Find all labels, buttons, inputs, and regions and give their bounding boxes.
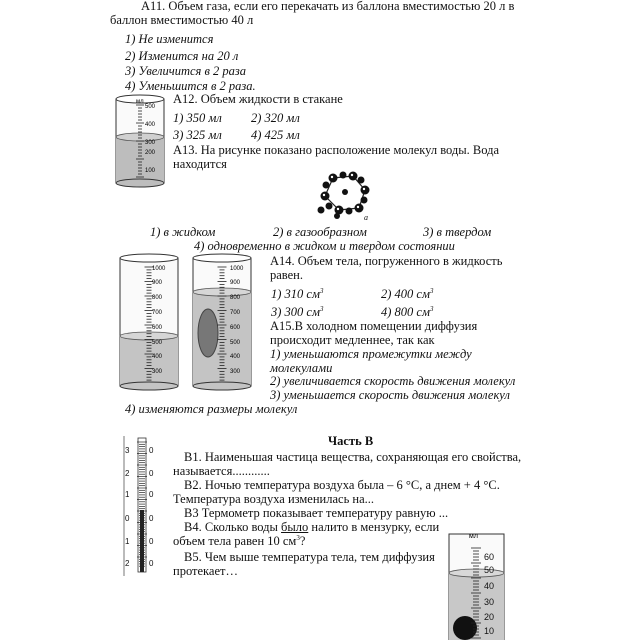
a11-question-line2: баллон вместимостью 40 л	[110, 13, 254, 27]
menzurka-body	[453, 616, 477, 640]
a13-option-2: 2) в газообразном	[273, 225, 367, 239]
a12-tick-label: 100	[145, 168, 156, 174]
a13-question-line2: находится	[173, 157, 227, 171]
b1-line1: В1. Наименьшая частица вещества, сохраняющая его свойства,	[184, 450, 522, 464]
a12-option-1: 1) 350 мл	[173, 111, 222, 125]
menzurka-tick-label: 30	[484, 597, 495, 607]
a14-left-tick-label: 900	[152, 280, 163, 286]
a13-question-line1: А13. На рисунке показано расположение молекул воды. Вода	[173, 143, 500, 157]
a14-right-tick-label: 700	[230, 310, 241, 316]
a15-option-1b: молекулами	[270, 361, 333, 375]
a12-option-3: 3) 325 мл	[173, 128, 222, 142]
thermo-right-label: 0	[149, 559, 154, 568]
menzurka-tick-label: 40	[484, 581, 495, 591]
a12-tick-label: 400	[145, 122, 156, 128]
a14-left-tick-label: 400	[152, 354, 163, 360]
menzurka-tick-label: 50	[484, 565, 495, 575]
thermo-right-label: 0	[149, 537, 154, 546]
menzurka-unit: мл	[469, 533, 478, 540]
thermo-left-label: 1	[125, 537, 130, 546]
a15-option-2: 2) увеличивается скорость движения молекул	[270, 374, 516, 388]
thermo-right-label: 0	[149, 446, 154, 455]
a14-right-tick-label: 800	[230, 295, 241, 301]
thermo-left-label: 2	[125, 469, 130, 478]
a15-option-4: 4) изменяются размеры молекул	[125, 402, 298, 416]
a15-question-line2: происходит медленнее, так как	[270, 333, 435, 347]
thermo-left-label: 1	[125, 490, 130, 499]
a14-left-tick-label: 600	[152, 325, 163, 331]
a13-option-1: 1) в жидком	[150, 225, 216, 239]
a14-right-tick-label: 300	[230, 369, 241, 375]
a14-cylinders-figure	[115, 253, 270, 393]
a12-beaker-unit: мл	[136, 99, 144, 105]
b3-line: В3 Термометр показывает температуру равную ...	[184, 506, 449, 520]
a14-right-tick-label: 500	[230, 340, 241, 346]
a14-right-tick-label: 400	[230, 354, 241, 360]
a14-left-tick-label: 1000	[152, 266, 166, 272]
thermo-left-label: 2	[125, 559, 130, 568]
b5-line2: протекает…	[173, 564, 238, 578]
a14-left-tick-label: 700	[152, 310, 163, 316]
b1-line2: называется............	[173, 464, 270, 478]
thermo-left-label: 0	[125, 514, 130, 523]
a14-question-line1: А14. Объем тела, погруженного в жидкость	[270, 254, 503, 268]
a13-option-3: 3) в твердом	[423, 225, 492, 239]
thermo-right-label: 0	[149, 514, 154, 523]
a11-option-1: 1) Не изменится	[125, 32, 214, 46]
a12-option-4: 4) 425 мл	[251, 128, 300, 142]
a14-right-tick-label: 900	[230, 280, 241, 286]
b5-line1: В5. Чем выше температура тела, тем диффузия	[184, 550, 435, 564]
a12-tick-label: 200	[145, 150, 156, 156]
b2-line1: В2. Ночью температура воздуха была – 6 °С, а днем + 4 °С.	[184, 478, 500, 492]
a14-question-line2: равен.	[270, 268, 303, 282]
a11-option-4: 4) Уменьшится в 2 раза.	[125, 79, 256, 93]
a12-tick-label: 300	[145, 140, 156, 146]
menzurka-tick-label: 10	[484, 626, 495, 636]
a11-option-3: 3) Увеличится в 2 раза	[125, 64, 247, 78]
a14-right-tick-label: 600	[230, 325, 241, 331]
a12-beaker-figure	[110, 95, 170, 191]
a14-left-tick-label: 800	[152, 295, 163, 301]
menzurka-figure	[447, 526, 507, 640]
a14-option-1: 1) 310 $см^3$	[271, 287, 324, 301]
a14-left-tick-label: 500	[152, 340, 163, 346]
a13-figure-letter: a	[364, 213, 368, 222]
a14-right-tick-label: 1000	[230, 266, 244, 272]
a13-option-4: 4) одновременно в жидком и твердом состоянии	[194, 239, 455, 253]
menzurka-tick-label: 60	[484, 552, 495, 562]
a14-immersed-body	[198, 309, 218, 357]
thermo-right-label: 0	[149, 469, 154, 478]
a12-question: А12. Объем жидкости в стакане	[173, 92, 343, 106]
a14-option-2: 2) 400 $см^3$	[381, 287, 434, 301]
thermo-right-label: 0	[149, 490, 154, 499]
part-b-title: Часть В	[328, 434, 374, 448]
a11-question-line1: А11. Объем газа, если его перекачать из баллона вместимостью 20 л в	[141, 0, 515, 13]
b4-line2: объем тела равен 10 $см^3$?	[173, 534, 306, 548]
b4-line1: В4. Сколько воды было налито в мензурку, если	[184, 520, 440, 534]
a15-question-line1: А15.В холодном помещении диффузия	[270, 319, 478, 333]
a15-option-3: 3) уменьшается скорость движения молекул	[270, 388, 510, 402]
a14-option-3: 3) 300 $см^3$	[271, 305, 324, 319]
a11-option-2: 2) Изменится на 20 л	[125, 49, 239, 63]
a15-option-1a: 1) уменьшаются промежутки между	[270, 347, 472, 361]
b2-line2: Температура воздуха изменилась на...	[173, 492, 375, 506]
menzurka-tick-label: 20	[484, 612, 495, 622]
a12-option-2: 2) 320 мл	[251, 111, 300, 125]
thermometer-figure	[118, 436, 163, 576]
thermo-left-label: 3	[125, 446, 130, 455]
a14-left-liquid	[120, 336, 178, 386]
a12-tick-label: 500	[145, 104, 156, 110]
a14-left-tick-label: 300	[152, 369, 163, 375]
a14-option-4: 4) 800 $см^3$	[381, 305, 434, 319]
